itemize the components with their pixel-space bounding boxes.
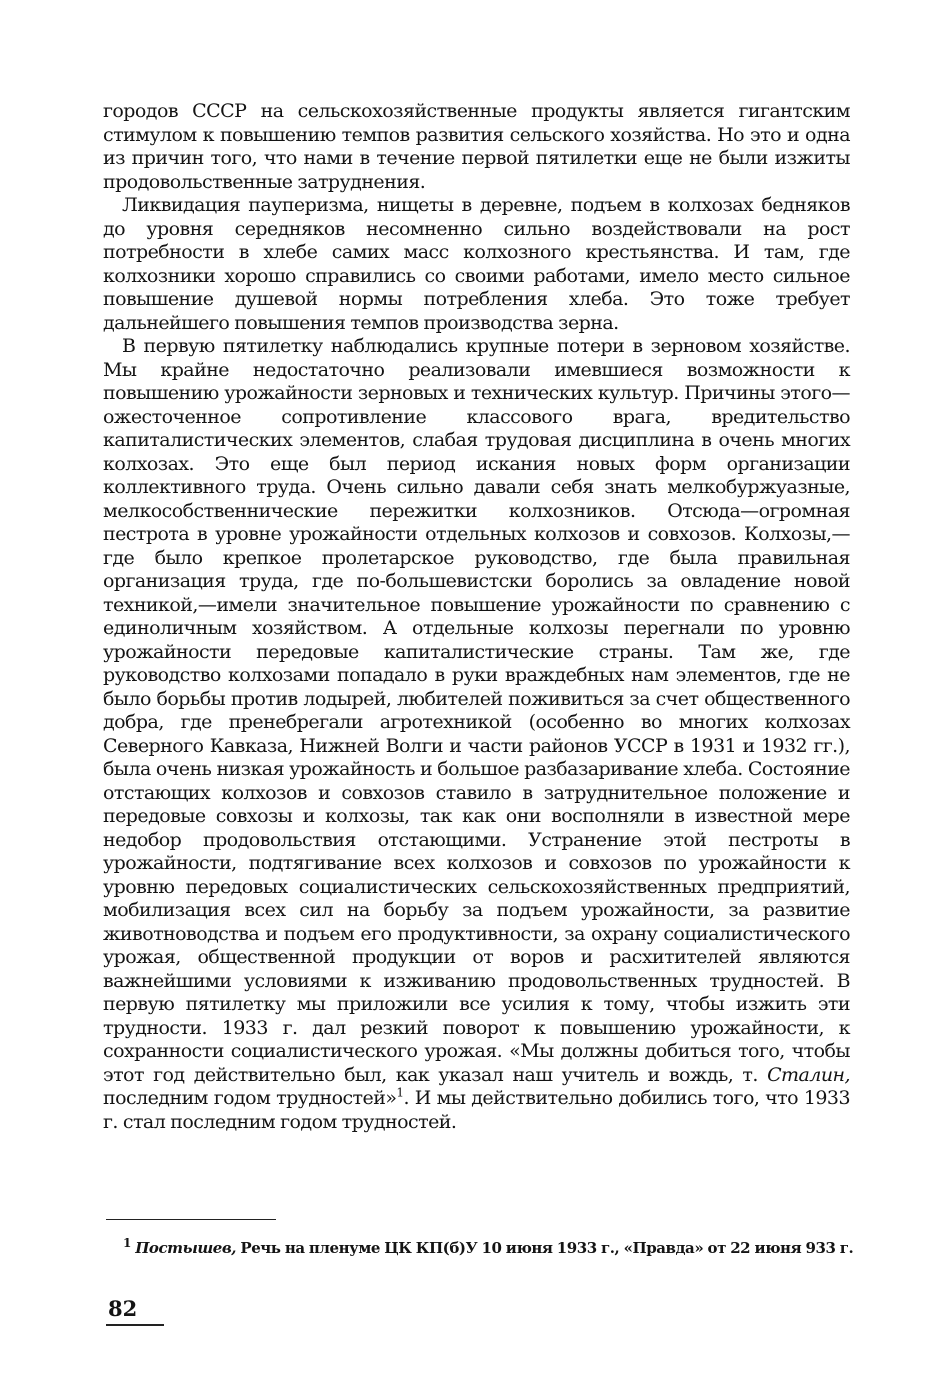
page-number: 82 [108,1296,138,1321]
page-number-underline [106,1324,164,1326]
footnote-reference: 1 [396,1085,404,1100]
page-body [103,100,850,1134]
footnote [103,1237,855,1259]
paragraph-3-text-after: . И мы действительно добились того, что 1933 г. стал последним годом трудностей. [103,1087,850,1133]
paragraph-3-text-before: В первую пятилетку наблюдались крупные потери в зерновом хозяйстве. Мы крайне недостаточно реализовали имевшиеся возможности к повышению урожайности зерновых и технических культур. Причины этого—ожесточенное сопротивление классового врага, вредительство капиталистических элементов, слабая трудовая дисциплина в очень многих колхозах. Это еще был период искания новых форм организации коллективного труда. Очень сильно давали себя знать мелкобуржуазные, мелкособственнические пережитки колхозников. Отсюда—огромная пестрота в уровне урожайности отдельных колхозов и совхозов. Колхозы,—где было крепкое пролетарское руководство, где была правильная организация труда, где по-большевистски боролись за овладение новой техникой,—имели значительное повышение урожайности по сравнению с единоличным хозяйством. А отдельные колхозы перегнали по уровню урожайности передовые капиталистические страны. Там же, где руководство колхозами попадало в руки враждебных нам элементов, где не было борьбы против лодырей, любителей поживиться за счет общественного добра, где пренебрегали агротехникой (особенно во многих колхозах Северного Кавказа, Нижней Волги и части районов УССР в 1931 и 1932 гг.), была очень низкая урожайность и большое разбазаривание хлеба. Состояние отстающих колхозов и совхозов ставило в затруднительное положение и передовые совхозы и колхозы, так как они восполняли в известной мере недобор продовольствия отстающими. Устранение этой пестроты в урожайности, подтягивание всех колхозов и совхозов по урожайности к уровню передовых социалистических сельскохозяйственных предприятий, мобилизация всех сил на борьбу за подъем урожайности, за развитие животноводства и подъем его продуктивности, за охрану социалистического урожая, общественной продукции от воров и расхитителей являются важнейшими условиями к изживанию продовольственных трудностей. В первую пятилетку мы приложили все усилия к тому, чтобы изжить эти трудности. 1933 г. дал резкий поворот к повышению урожайности, к сохранности социалистического урожая. «Мы должны добиться того, чтобы этот год действительно был, как указал наш учитель и вождь, т. [103,335,850,1086]
paragraph-3 [103,335,850,1134]
paragraph-3-text-mid: последним годом трудностей» [103,1087,397,1109]
paragraph-1: городов СССР на сельскохозяйственные продукты является гигантским стимулом к повышению темпов развития сельского хозяйства. Но это и одна из причин того, что нами в течение первой пятилетки еще не были изжиты продовольственные затруднения. [103,100,850,193]
author-name-italic: Сталин, [767,1063,850,1086]
paragraph-2: Ликвидация пауперизма, нищеты в деревне, подъем в колхозах бедняков до уровня середняков несомненно сильно воздействовали на рост потребности в хлебе самих масс колхозного крестьянства. И там, где колхозники хорошо справились со своими работами, имело место сильное повышение душевой нормы потребления хлеба. Это тоже требует дальнейшего повышения темпов производства зерна. [103,194,850,334]
footnote-separator [106,1219,276,1220]
footnote-marker: 1 [123,1236,131,1250]
footnote-author: Постышев, [135,1239,237,1257]
footnote-text: Речь на пленуме ЦК КП(б)У 10 июня 1933 г., «Правда» от 22 июня 933 г. [240,1239,854,1257]
